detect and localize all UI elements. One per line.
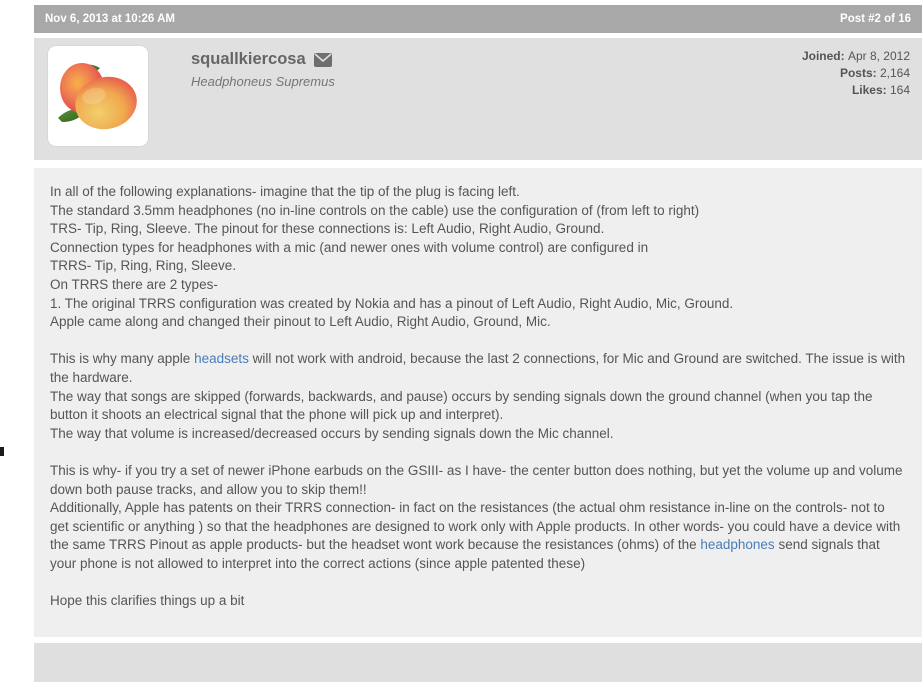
- mango-photo-icon: [48, 46, 148, 146]
- post-line: Connection types for headphones with a mic (and newer ones with volume control) are configured in: [50, 239, 649, 255]
- forum-post: [34, 0, 922, 682]
- post-line: TRS- Tip, Ring, Sleeve. The pinout for these connections is: Left Audio, Right Audio, Ground.: [50, 221, 605, 237]
- user-stat-row: [802, 48, 910, 65]
- post-line: In all of the following explanations- imagine that the tip of the plug is facing left.: [50, 184, 520, 199]
- post-body-text: [34, 168, 922, 637]
- inline-link[interactable]: headsets: [194, 351, 249, 367]
- user-info-section: [34, 38, 922, 160]
- left-edge-mark: [0, 447, 4, 456]
- user-title: Headphoneus Supremus: [191, 74, 335, 89]
- envelope-icon[interactable]: [314, 53, 332, 67]
- username-link[interactable]: squallkiercosa: [191, 50, 306, 68]
- stat-label: Joined:: [801, 49, 848, 63]
- post-number[interactable]: Post #2 of 16: [840, 13, 911, 25]
- post-line: 1. The original TRRS configuration was created by Nokia and has a pinout of Left Audio, Right Audio, Mic, Ground.: [50, 295, 734, 311]
- post-line: This is why- if you try a set of newer iPhone earbuds on the GSIII- as I have- the center button does nothing, but yet the volume up and volume down both pause tracks, and allow you to skip them!!: [50, 462, 903, 497]
- post-paragraph: [50, 183, 906, 332]
- post-footer-bar: [34, 643, 922, 682]
- user-meta: [191, 50, 335, 89]
- stat-value: Apr 8, 2012: [847, 49, 910, 63]
- post-line: This is why many apple headsets will not work with android, because the last 2 connections, for Mic and Ground are switched. The issue is with the hardware.: [50, 351, 906, 385]
- post-line: The way that songs are skipped (forwards, backwards, and pause) occurs by sending signals down the ground channel (when you tap the button it shoots an electrical signal that the phone will pick up and interpret).: [50, 388, 873, 423]
- post-paragraph: [50, 592, 906, 611]
- post-header-bar: [34, 5, 922, 33]
- inline-link[interactable]: headphones: [700, 537, 775, 553]
- post-paragraph: [50, 350, 906, 443]
- post-line: TRRS- Tip, Ring, Ring, Sleeve.: [50, 258, 237, 274]
- post-line: Apple came along and changed their pinout to Left Audio, Right Audio, Ground, Mic.: [50, 314, 551, 330]
- stat-value: 164: [889, 83, 910, 97]
- post-line: On TRRS there are 2 types-: [50, 276, 218, 292]
- post-timestamp: Nov 6, 2013 at 10:26 AM: [45, 13, 175, 25]
- avatar[interactable]: [48, 46, 148, 146]
- post-paragraph: [50, 462, 906, 574]
- post-line: Hope this clarifies things up a bit: [50, 593, 245, 609]
- user-stat-row: [802, 82, 910, 99]
- post-line: The standard 3.5mm headphones (no in-line controls on the cable) use the configuration of (from left to right): [50, 202, 700, 218]
- user-stat-row: [802, 65, 910, 82]
- user-stats: [802, 48, 910, 99]
- post-line: The way that volume is increased/decreased occurs by sending signals down the Mic channel.: [50, 425, 614, 441]
- post-line: Additionally, Apple has patents on their TRRS connection- in fact on the resistances (the actual ohm resistance in-line on the controls- not to get scientific or anything ) so that the headphones are designed to work only with Apple products. In other words- you could have a device with the same TRRS Pinout as apple products- but the headset wont work because the resistances (ohms) of the headphones send signals that your phone is not allowed to interpret into the correct actions (since apple patented these): [50, 500, 901, 571]
- stat-label: Posts:: [839, 66, 880, 80]
- stat-label: Likes:: [851, 83, 890, 97]
- stat-value: 2,164: [879, 66, 910, 80]
